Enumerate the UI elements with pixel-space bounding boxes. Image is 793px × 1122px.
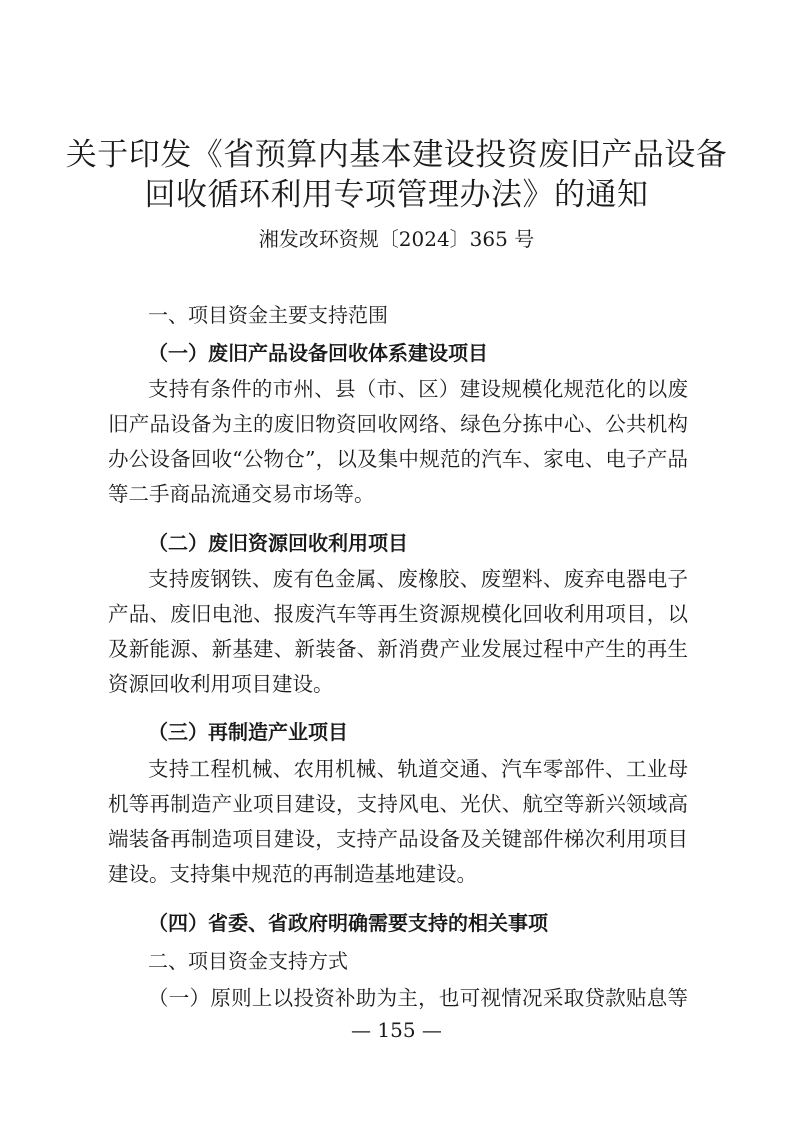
paragraph-line: 及新能源、新基建、新装备、新消费产业发展过程中产生的再生: [108, 637, 688, 661]
paragraph-line: 等二手商品流通交易市场等。: [108, 482, 375, 506]
paragraph-line: 办公设备回收“公物仓”，以及集中规范的汽车、家电、电子产品: [108, 447, 688, 471]
subsection-2-paragraph: [108, 562, 688, 702]
section-1-heading: 一、项目资金主要支持范围: [148, 303, 388, 327]
section-2-paragraph: [108, 981, 688, 1016]
paragraph-line: 支持工程机械、农用机械、轨道交通、汽车零部件、工业母: [148, 757, 688, 781]
document-number: 湘发改环资规〔2024〕365 号: [258, 227, 535, 251]
document-title-line-1: 关于印发《省预算内基本建设投资废旧产品设备: [65, 137, 728, 173]
paragraph-line: 端装备再制造项目建设，支持产品设备及关键部件梯次利用项目: [108, 827, 688, 851]
page-number: — 155 —: [351, 1018, 442, 1042]
subsection-4-heading: （四）省委、省政府明确需要支持的相关事项: [148, 911, 548, 935]
paragraph-line: 资源回收利用项目建设。: [108, 672, 334, 696]
section-2-heading: 二、项目资金支持方式: [148, 949, 348, 973]
subsection-1-heading: （一）废旧产品设备回收体系建设项目: [148, 341, 488, 365]
subsection-2-heading: （二）废旧资源回收利用项目: [148, 531, 408, 555]
paragraph-line: 建设。支持集中规范的再制造基地建设。: [108, 862, 477, 886]
paragraph-line: 支持废钢铁、废有色金属、废橡胶、废塑料、废弃电器电子: [148, 567, 688, 591]
paragraph-line: 机等再制造产业项目建设，支持风电、光伏、航空等新兴领域高: [108, 792, 688, 816]
paragraph-line: 支持有条件的市州、县（市、区）建设规模化规范化的以废: [148, 377, 688, 401]
subsection-3-heading: （三）再制造产业项目: [148, 720, 348, 744]
paragraph-line: 旧产品设备为主的废旧物资回收网络、绿色分拣中心、公共机构: [108, 412, 688, 436]
paragraph-line: 产品、废旧电池、报废汽车等再生资源规模化回收利用项目，以: [108, 602, 688, 626]
paragraph-line: （一）原则上以投资补助为主，也可视情况采取贷款贴息等: [148, 986, 688, 1010]
subsection-3-paragraph: [108, 752, 688, 892]
document-title-line-2: 回收循环利用专项管理办法》的通知: [144, 177, 649, 213]
subsection-1-paragraph: [108, 372, 688, 512]
